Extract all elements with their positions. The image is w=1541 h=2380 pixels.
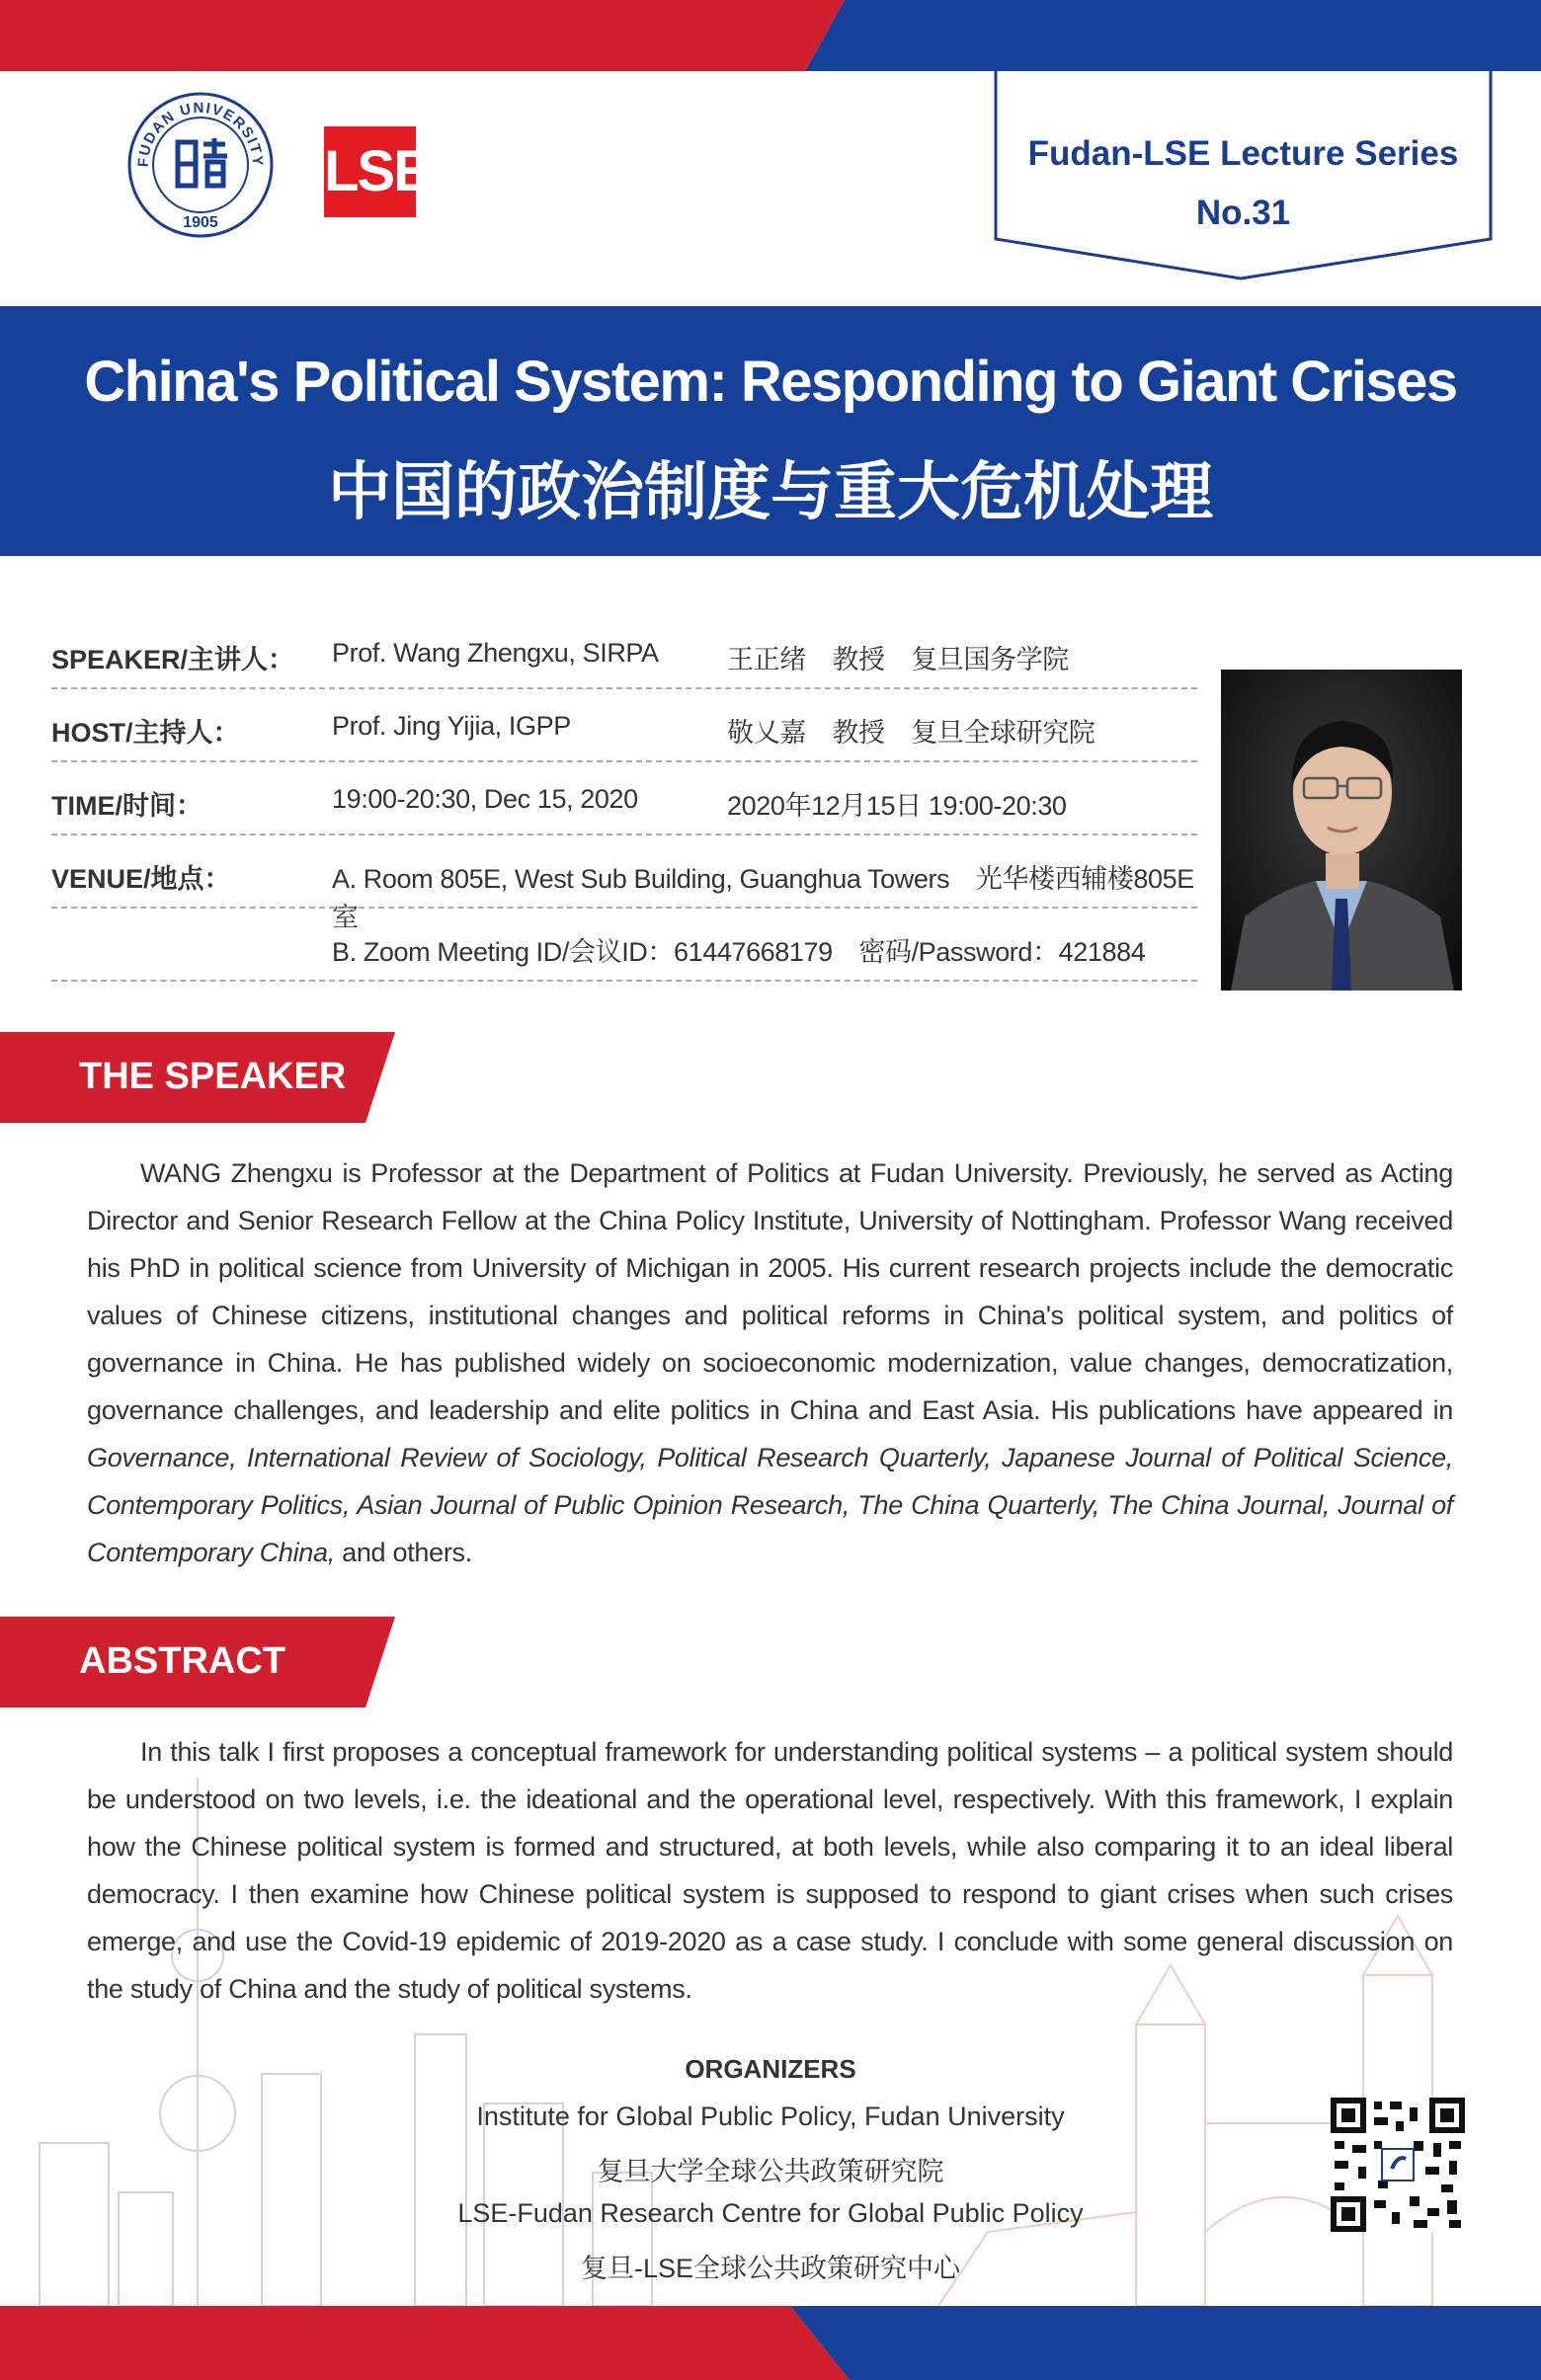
time-label: TIME/时间： (51, 791, 203, 821)
venue-line-b: B. Zoom Meeting ID/会议ID：61447668179 密码/Password：421884 (332, 937, 1146, 967)
info-row-speaker (51, 616, 1197, 689)
bottom-color-band (0, 2306, 1541, 2380)
venue-line-a: A. Room 805E, West Sub Building, Guanghua Towers 光华楼西辅楼805E室 (332, 864, 1194, 932)
speaker-label: SPEAKER/主讲人： (51, 645, 295, 674)
info-row-venue (51, 835, 1197, 932)
organizer-line: 复旦大学全球公共政策研究院 (597, 2157, 944, 2186)
time-en: 19:00-20:30, Dec 15, 2020 (332, 784, 638, 814)
time-cn: 2020年12月15日 19:00-20:30 (727, 791, 1067, 821)
lecture-title-english: China's Political System: Responding to Giant Crises (84, 350, 1457, 414)
fudan-logo-year: 1905 (183, 214, 218, 231)
speaker-name-en: Prof. Wang Zhengxu, SIRPA (332, 638, 659, 668)
organizer-line: Institute for Global Public Policy, Fudan University (476, 2102, 1065, 2131)
section-heading-speaker (0, 1032, 395, 1123)
host-name-cn: 敬乂嘉 教授 复旦全球研究院 (727, 718, 1095, 748)
series-title: Fudan-LSE Lecture Series (1027, 134, 1459, 173)
series-number: No.31 (1195, 194, 1291, 232)
info-row-venue-b (51, 909, 1197, 982)
abstract-text (87, 1728, 1453, 2013)
fudan-logo-text: FUDAN UNIVERSITY (134, 99, 267, 168)
organizer-line: 复旦-LSE全球公共政策研究中心 (580, 2254, 961, 2283)
speaker-photo (1221, 670, 1462, 991)
abstract-heading-text: ABSTRACT (79, 1640, 285, 1682)
speaker-bio-end: and others. (334, 1538, 472, 1567)
lecture-series-badge (994, 71, 1493, 280)
host-name-en: Prof. Jing Yijia, IGPP (332, 711, 571, 741)
fudan-university-logo (126, 91, 275, 239)
speaker-bio-text: WANG Zhengxu is Professor at the Department of Politics at Fudan University. Previously, he served as Acting Director and Senior Research Fellow at the China Policy Institute, University of Nottingham. Professor Wang received his PhD in political science from University of Michigan in 2005. His current research projects include the democratic values of Chinese citizens, institutional changes and political reforms in China's political system, and politics of governance in China. He has published widely on socioeconomic modernization, value changes, democratization, governance challenges, and leadership and elite politics in China and East Asia. His publications have appeared in (87, 1158, 1453, 1425)
speaker-heading-text: THE SPEAKER (79, 1056, 347, 1097)
speaker-bio (87, 1150, 1453, 1576)
venue-label: VENUE/地点： (51, 864, 231, 894)
speaker-bio-journals: Governance, International Review of Sociology, Political Research Quarterly, Japanese Journal of Political Science, Contemporary Politics, Asian Journal of Public Opinion Research, The China Quarterly, The China Journal, Journal of Contemporary China, (87, 1443, 1453, 1567)
organizers-heading: ORGANIZERS (685, 2054, 856, 2084)
title-banner (0, 306, 1541, 556)
qr-code[interactable] (1331, 2098, 1465, 2232)
info-row-time (51, 762, 1197, 835)
lecture-title-chinese: 中国的政治制度与重大危机处理 (328, 456, 1213, 529)
organizer-line: LSE-Fudan Research Centre for Global Public Policy (457, 2198, 1084, 2228)
abstract-body: In this talk I first proposes a conceptual framework for understanding political systems – a political system should be understood on two levels, i.e. the ideational and the operational level, respectively. With this framework, I explain how the Chinese political system is formed and structured, at both levels, while also comparing it to an ideal liberal democracy. I then examine how Chinese political system is supposed to respond to giant crises when such crises emerge, and use the Covid-19 epidemic of 2019-2020 as a case study. I conclude with some general discussion on the study of China and the study of political systems. (87, 1737, 1453, 2004)
lse-logo: LSE (324, 126, 416, 217)
info-row-host (51, 689, 1197, 762)
top-color-band (0, 0, 1541, 71)
speaker-name-cn: 王正绪 教授 复旦国务学院 (727, 645, 1069, 674)
host-label: HOST/主持人： (51, 718, 240, 748)
badge-outline (994, 71, 1493, 280)
